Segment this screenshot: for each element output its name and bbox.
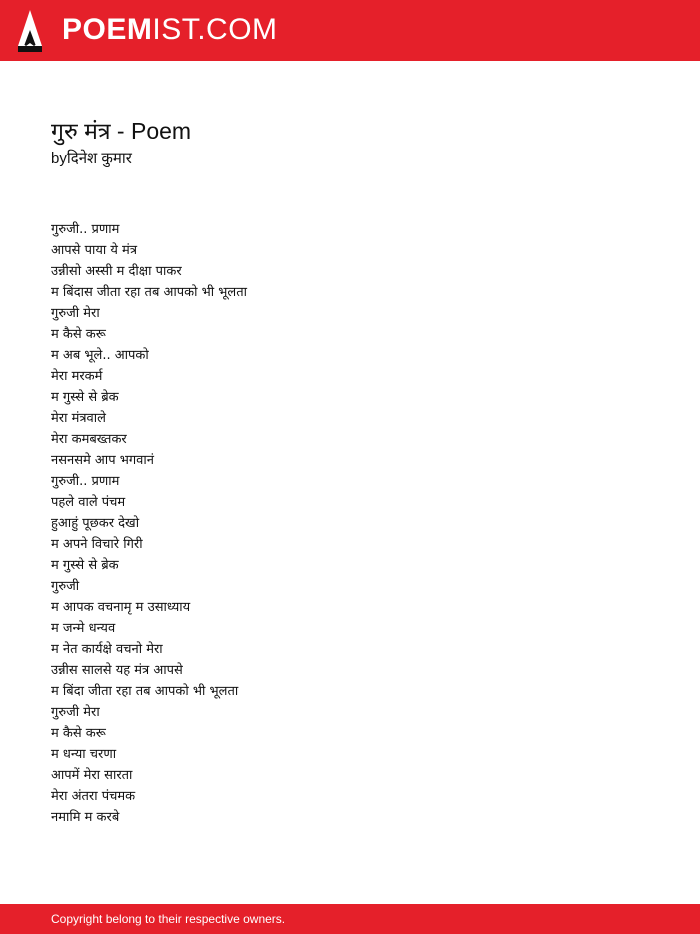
site-footer	[0, 904, 700, 934]
poem-line: गुरुजी मेरा	[51, 306, 100, 321]
poem-line: गुरुजी.. प्रणाम	[51, 222, 120, 237]
poem-title: गुरु मंत्र - Poem	[51, 118, 192, 144]
poem-line: मेरा मरकर्म	[51, 369, 103, 384]
pencil-tip-icon[interactable]	[18, 10, 42, 52]
poem-line: म धन्या चरणा	[51, 747, 117, 762]
poem-line: आपमें मेरा सारता	[51, 768, 133, 783]
logo-light-text: IST.COM	[152, 13, 278, 46]
author-name: दिनेश कुमार	[66, 150, 132, 167]
poem-line: म बिंदास जीता रहा तब आपको भी भूलता	[51, 285, 248, 300]
logo-bold-text: POEM	[62, 13, 153, 46]
poem-line: म नेत कार्यक्षे वचनो मेरा	[51, 642, 163, 657]
poem-line: गुरुजी मेरा	[51, 705, 100, 720]
poem-line: नसनसमे आप भगवानं	[51, 453, 154, 468]
poem-body	[51, 219, 247, 828]
poem-line: मेरा मंत्रवाले	[51, 411, 106, 426]
poem-line: म कैसे करू	[51, 726, 106, 741]
site-logo[interactable]	[62, 12, 278, 48]
poem-line: नमामि म करबे	[51, 810, 120, 825]
poem-line: म अब भूले.. आपको	[51, 348, 149, 363]
poem-line: आपसे पाया ये मंत्र	[51, 243, 138, 258]
poem-line: गुरुजी	[51, 579, 80, 594]
poem-line: पहले वाले पंचम	[51, 495, 126, 510]
poem-line: हुआहुं पूछकर देखो	[51, 516, 140, 531]
poem-line: म बिंदा जीता रहा तब आपको भी भूलता	[51, 684, 239, 699]
poem-line: मेरा अंतरा पंचमक	[51, 789, 136, 804]
poem-line: मेरा कमबख्तकर	[51, 432, 127, 447]
poem-line: म जन्मे धन्यव	[51, 621, 116, 636]
poem-line: म गुस्से से ब्रेक	[51, 558, 119, 573]
copyright-text: Copyright belong to their respective owners.	[51, 912, 286, 926]
poem-line: म आपक वचनामृ म उसाध्याय	[51, 600, 191, 615]
poem-line: म अपने विचारे गिरी	[51, 537, 143, 552]
byline	[51, 150, 132, 168]
poem-line: म कैसे करू	[51, 327, 106, 342]
byline-prefix: by	[51, 150, 67, 167]
poem-line: उन्नीसो अस्सी म दीक्षा पाकर	[51, 264, 182, 279]
poem-line: म गुस्से से ब्रेक	[51, 390, 119, 405]
poem-line: गुरुजी.. प्रणाम	[51, 474, 120, 489]
poem-line: उन्नीस सालसे यह मंत्र आपसे	[51, 663, 183, 678]
site-header	[0, 0, 700, 61]
